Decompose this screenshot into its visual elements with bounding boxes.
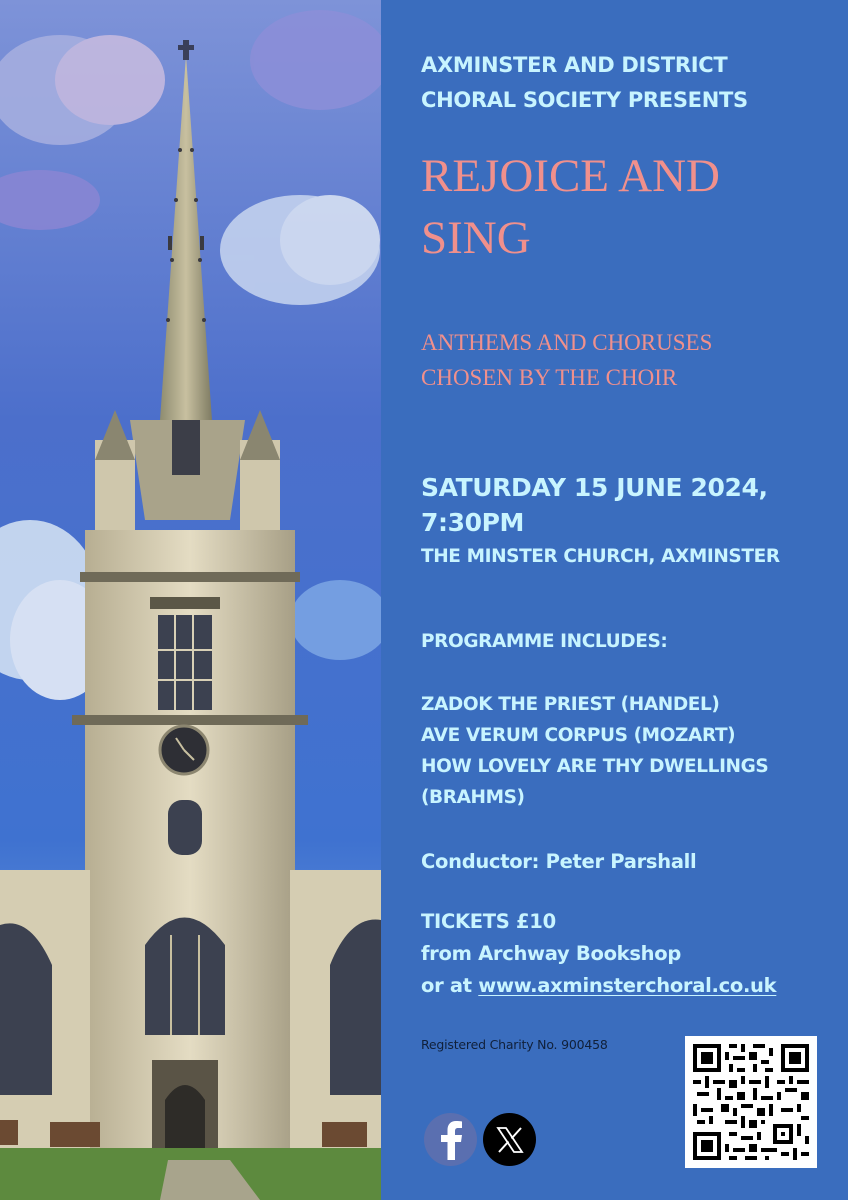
event-date: SATURDAY 15 JUNE 2024,: [421, 473, 768, 502]
ticket-outlet: from Archway Bookshop: [421, 942, 681, 965]
programme-item: (BRAHMS): [421, 787, 525, 808]
ticket-price: TICKETS £10: [421, 910, 556, 933]
ticket-online-prefix: or at: [421, 974, 479, 997]
facebook-button[interactable]: [424, 1113, 477, 1166]
event-time: 7:30PM: [421, 508, 524, 537]
concert-title-line-2: SING: [421, 212, 531, 264]
programme-item: HOW LOVELY ARE THY DWELLINGS: [421, 756, 769, 777]
qr-code[interactable]: [685, 1036, 817, 1168]
presenter-line-1: AXMINSTER AND DISTRICT: [421, 53, 728, 77]
x-button[interactable]: [483, 1113, 536, 1166]
website-link[interactable]: www.axminsterchoral.co.uk: [478, 974, 777, 997]
ticket-online: [421, 970, 776, 1002]
charity-number: Registered Charity No. 900458: [421, 1037, 608, 1052]
info-panel: [381, 0, 848, 1200]
concert-title-line-1: REJOICE AND: [421, 150, 720, 202]
subtitle-line-1: ANTHEMS AND CHORUSES: [421, 330, 713, 355]
presenter-line-2: CHORAL SOCIETY PRESENTS: [421, 88, 748, 112]
programme-heading: PROGRAMME INCLUDES:: [421, 631, 668, 652]
church-photo: [0, 0, 381, 1200]
programme-item: ZADOK THE PRIEST (HANDEL): [421, 694, 720, 715]
subtitle-line-2: CHOSEN BY THE CHOIR: [421, 365, 678, 390]
event-venue: THE MINSTER CHURCH, AXMINSTER: [421, 546, 780, 567]
facebook-icon: [438, 1120, 464, 1160]
x-icon: [496, 1126, 524, 1154]
conductor: Conductor: Peter Parshall: [421, 850, 697, 873]
programme-item: AVE VERUM CORPUS (MOZART): [421, 725, 736, 746]
